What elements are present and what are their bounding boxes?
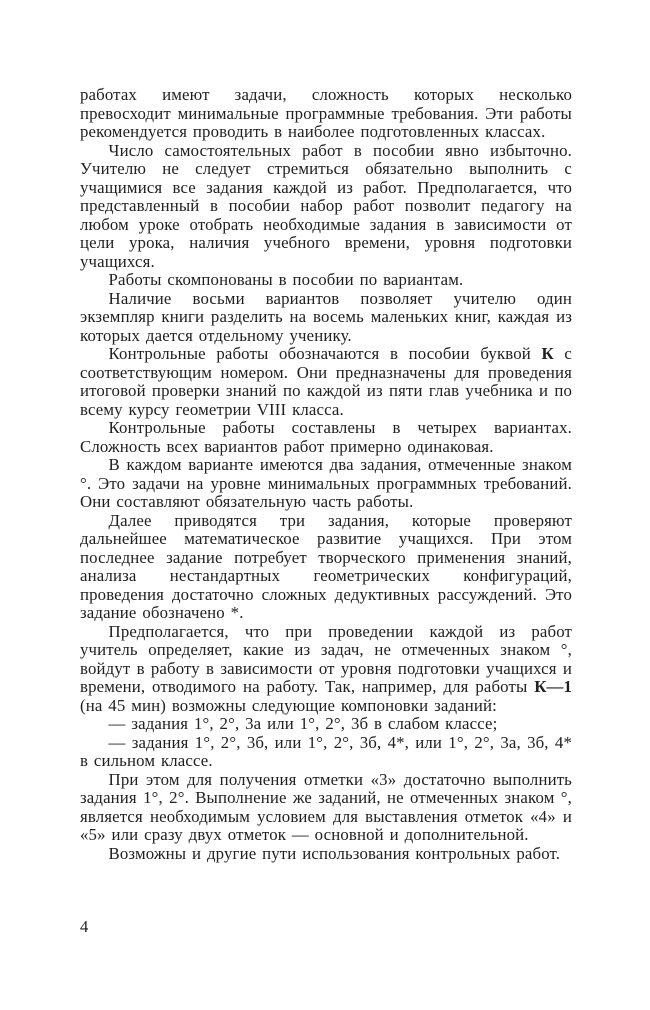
text-segment: Контрольные работы обозначаются в пособии буквой [108, 344, 542, 363]
text-segment: Предполагается, что при проведении каждой из работ учитель определяет, какие из задач, не отмеченных знаком °, войдут в работу в зависимости от уровня подготовки учащихся и времени, отводимого на работу. Так, например, для работы [80, 621, 572, 696]
paragraph [80, 142, 572, 272]
bold-text: К—1 [534, 677, 572, 696]
text-segment: — задания 1°, 2°, 3а или 1°, 2°, 3б в слабом классе; [108, 714, 498, 733]
text-segment: Наличие восьми вариантов позволяет учителю один экземпляр книги разделить на восемь маленьких книг, каждая из которых дается отдельному ученику. [80, 288, 572, 345]
text-segment: работах имеют задачи, сложность которых несколько превосходит минимальные программные требования. Эти работы рекомендуется проводить в наиболее подготовленных классах. [80, 85, 572, 141]
paragraph [80, 512, 572, 623]
paragraph [80, 845, 572, 864]
text-segment: В каждом варианте имеются два задания, отмеченные знаком °. Это задачи на уровне минимальных программных требований. Они составляют обязательную часть работы. [80, 455, 572, 511]
text-segment: Число самостоятельных работ в пособии явно избыточно. Учителю не следует стремиться обязательно выполнить с учащимися все задания каждой из работ. Предполагается, что представленный в пособии набор работ позволит педагогу на любом уроке отобрать необходимые задания в зависимости от цели урока, наличия учебного времени, уровня подготовки учащихся. [80, 140, 572, 271]
paragraph [80, 345, 572, 419]
text-block [80, 86, 572, 863]
text-segment: (на 45 мин) возможны следующие компоновки заданий: [80, 695, 497, 715]
bold-text: К [541, 344, 554, 363]
paragraph [80, 623, 572, 716]
paragraph [80, 456, 572, 512]
text-segment: Возможны и другие пути использования контрольных работ. [108, 843, 561, 863]
text-segment: Далее приводятся три задания, которые проверяют дальнейшее математическое развитие учащихся. При этом последнее задание потребует творческого применения знаний, анализа нестандартных геометрических конфигураций, проведения достаточно сложных дедуктивных рассуждений. Это задание обозначено *. [80, 510, 572, 622]
paragraph [80, 271, 572, 290]
paragraph [80, 86, 572, 142]
page-number: 4 [80, 917, 89, 936]
text-segment: Контрольные работы составлены в четырех вариантах. Сложность всех вариантов работ примерно одинаковая. [80, 418, 572, 456]
text-segment: При этом для получения отметки «3» достаточно выполнить задания 1°, 2°. Выполнение же заданий, не отмеченных знаком °, является необходимым условием для выставления отметок «4» и «5» или сразу двух отметок — основной и дополнительной. [80, 769, 572, 844]
paragraph [80, 419, 572, 456]
paragraph [80, 715, 572, 734]
paragraph [80, 771, 572, 845]
text-segment: — задания 1°, 2°, 3б, или 1°, 2°, 3б, 4*, или 1°, 2°, 3а, 3б, 4* в сильном классе. [80, 732, 572, 770]
text-segment: с соответствующим номером. Они предназначены для проведения итоговой проверки знаний по каждой из пяти глав учебника и по всему курсу геометрии VIII класса. [80, 344, 572, 419]
paragraph [80, 734, 572, 771]
paragraph [80, 290, 572, 346]
text-segment: Работы скомпонованы в пособии по вариантам. [108, 270, 464, 289]
